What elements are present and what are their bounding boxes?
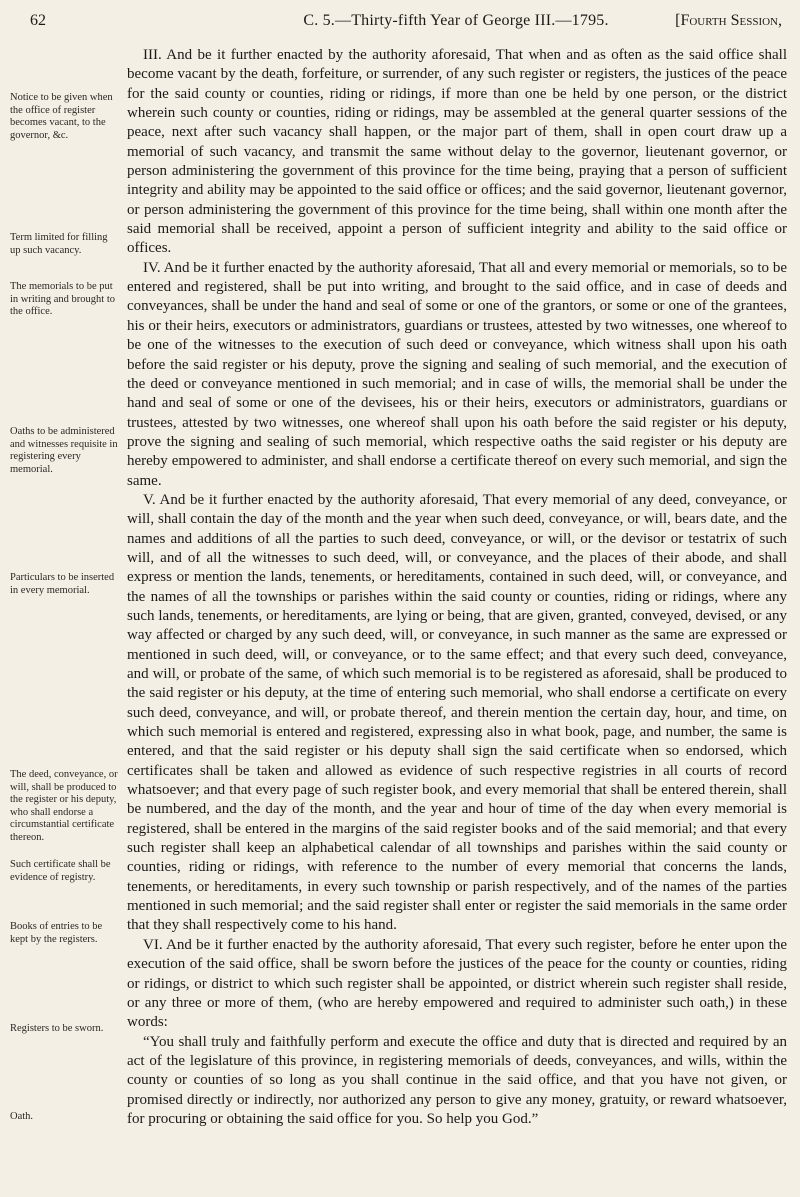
section-paragraph: IV. And be it further enacted by the authority aforesaid, That all and every memorial or memorials, so to be entered and registered, shall be put into writing, and brought to the said office, and in case of deeds and conveyances, shall be under the hand and seal of some or one of the grantors, or some or one of the grantees, his or their heirs, executors or administrators, guardians or trustees, attested by two witnesses, one whereof to be one of the witnesses to the execution of such deed or conveyance, which witness shall upon his oath before the said register or his deputy, prove the signing and sealing of such memorial, and the execution of the deed or conveyance mentioned in such memorial; and in case of wills, the memorial shall be under the hand and seal of some or one of the devisees, his or their heirs, executors or administrators, guardians or trustees, attested by two witnesses, one whereof shall upon his oath before the said register or his deputy, prove the signing and sealing of such memorial, which respective oaths the said register or his deputy are hereby empowered to administer, and shall endorse a certificate thereof on every such memorial, and sign the same. — [127, 259, 787, 489]
margin-note: Such certificate shall be evidence of registry. — [10, 859, 111, 883]
margin-note: Oaths to be administered and witnesses requisite in registering every memorial. — [10, 426, 118, 475]
margin-note: The deed, conveyance, or will, shall be produced to the register or his deputy, who shall endorse a circumstantial certificate thereon. — [10, 769, 118, 843]
margin-note: Registers to be sworn. — [10, 1023, 104, 1034]
section-paragraph: V. And be it further enacted by the authority aforesaid, That every memorial of any deed, conveyance, or will, shall contain the day of the month and the year when such deed, conveyance, or will, bears date, and the names and additions of all the parties to such deed, conveyance, or will, or the devisor or testatrix of such will, and of all the witnesses to such deed, will, or conveyance, and the places of their abode, and shall express or mention the lands, tenements, or hereditaments, contained in such deed, will, or conveyance, and the names of all the townships or parishes within the said county or counties, riding or ridings, where any such lands, tenements, or hereditaments, are lying or being, that are given, granted, conveyed, devised, or any way affected or charged by any such deed, will, or conveyance, in such manner as the same are expressed or mentioned in such deed, will, or conveyance, or to the same effect; and that every such deed, conveyance, and will, or probate of the same, of which such memorial is to be registered as aforesaid, shall be produced to the said register or his deputy, at the time of entering such memorial, who shall endorse a certificate on every such deed, conveyance, and will, or probate thereof, and therein mention the certain day, hour, and time, on which such memorial is entered and registered, expressing also in what book, page, and number, the same is entered, and that the said register or his deputy shall sign the said certificate when so endorsed, which certificates shall be taken and allowed as evidence of such respective registries in all courts of record whatsoever; and that every page of such register book, and every memorial that shall be entered therein, shall be numbered, and the day of the month, and the year and hour of time of the day when every memorial is registered, shall be entered in the margins of the said register books and of the said memorial; and that every such register shall keep an alphabetical calendar of all townships and parishes within the said county or counties, riding or ridings, with reference to the number of every memorial that concerns the lands, tenements, or hereditaments, in every such township or parish respectively, and of the names of the parties mentioned in such memorial; and the said register shall enter or register the said memorials in the same order that they shall respectively come to his hand. — [127, 491, 787, 934]
margin-note: Books of entries to be kept by the registers. — [10, 921, 103, 945]
margin-note: Oath. — [10, 1111, 34, 1122]
session-label: [Fourth Session, — [675, 12, 782, 29]
oath-paragraph: “You shall truly and faithfully perform and execute the office and duty that is directed and required by an act of the legislature of this province, in registering memorials of deeds, conveyances, and wills, within the county or counties of so long as you shall continue in the said office, and that you have not given, or promised directly or indirectly, nor authorized any person to give any money, gratuity, or reward whatsoever, for procuring or obtaining the said office for you. So help you God.” — [127, 1033, 787, 1127]
statute-text — [127, 46, 787, 1129]
margin-note: Particulars to be inserted in every memorial. — [10, 572, 115, 596]
running-title: C. 5.—Thirty-fifth Year of George III.—1795. — [303, 12, 609, 29]
page-number: 62 — [30, 12, 46, 29]
section-paragraph: III. And be it further enacted by the authority aforesaid, That when and as often as the said office shall become vacant by the death, forfeiture, or surrender, of any such register or registers, the justices of the peace for the said county or counties, riding or ridings, if more than one be held by one person, or the district wherein such county or counties, riding or ridings, may be assembled at the general quarter sessions of the peace, next after such vacancy shall happen, or the major part of them, shall in open court draw up a memorial of such vacancy, and transmit the same without delay to the governor, lieutenant governor, or person administering the government of this province for the time being, praying that a person of sufficient integrity and ability may be appointed to the said office or offices; and the said governor, lieutenant governor, or person administering the government of this province for the time being, shall within one month after the said memorial shall be received, appoint a person of sufficient integrity and ability to the said office or offices. — [127, 47, 787, 257]
margin-note: The memorials to be put in writing and brought to the office. — [10, 281, 115, 318]
running-header — [30, 4, 782, 38]
margin-note: Term limited for filling up such vacancy. — [10, 232, 108, 256]
section-paragraph: VI. And be it further enacted by the authority aforesaid, That every such register, before he enter upon the execution of the said office, shall be sworn before the justices of the peace for the county or counties, riding or ridings, or district to which such register shall be appointed, or district wherein such register shall reside, or any three or more of them, (who are hereby empowered and required to administer such oath,) in these words: — [127, 936, 787, 1031]
margin-note: Notice to be given when the office of register becomes vacant, to the governor, &c. — [10, 92, 113, 141]
